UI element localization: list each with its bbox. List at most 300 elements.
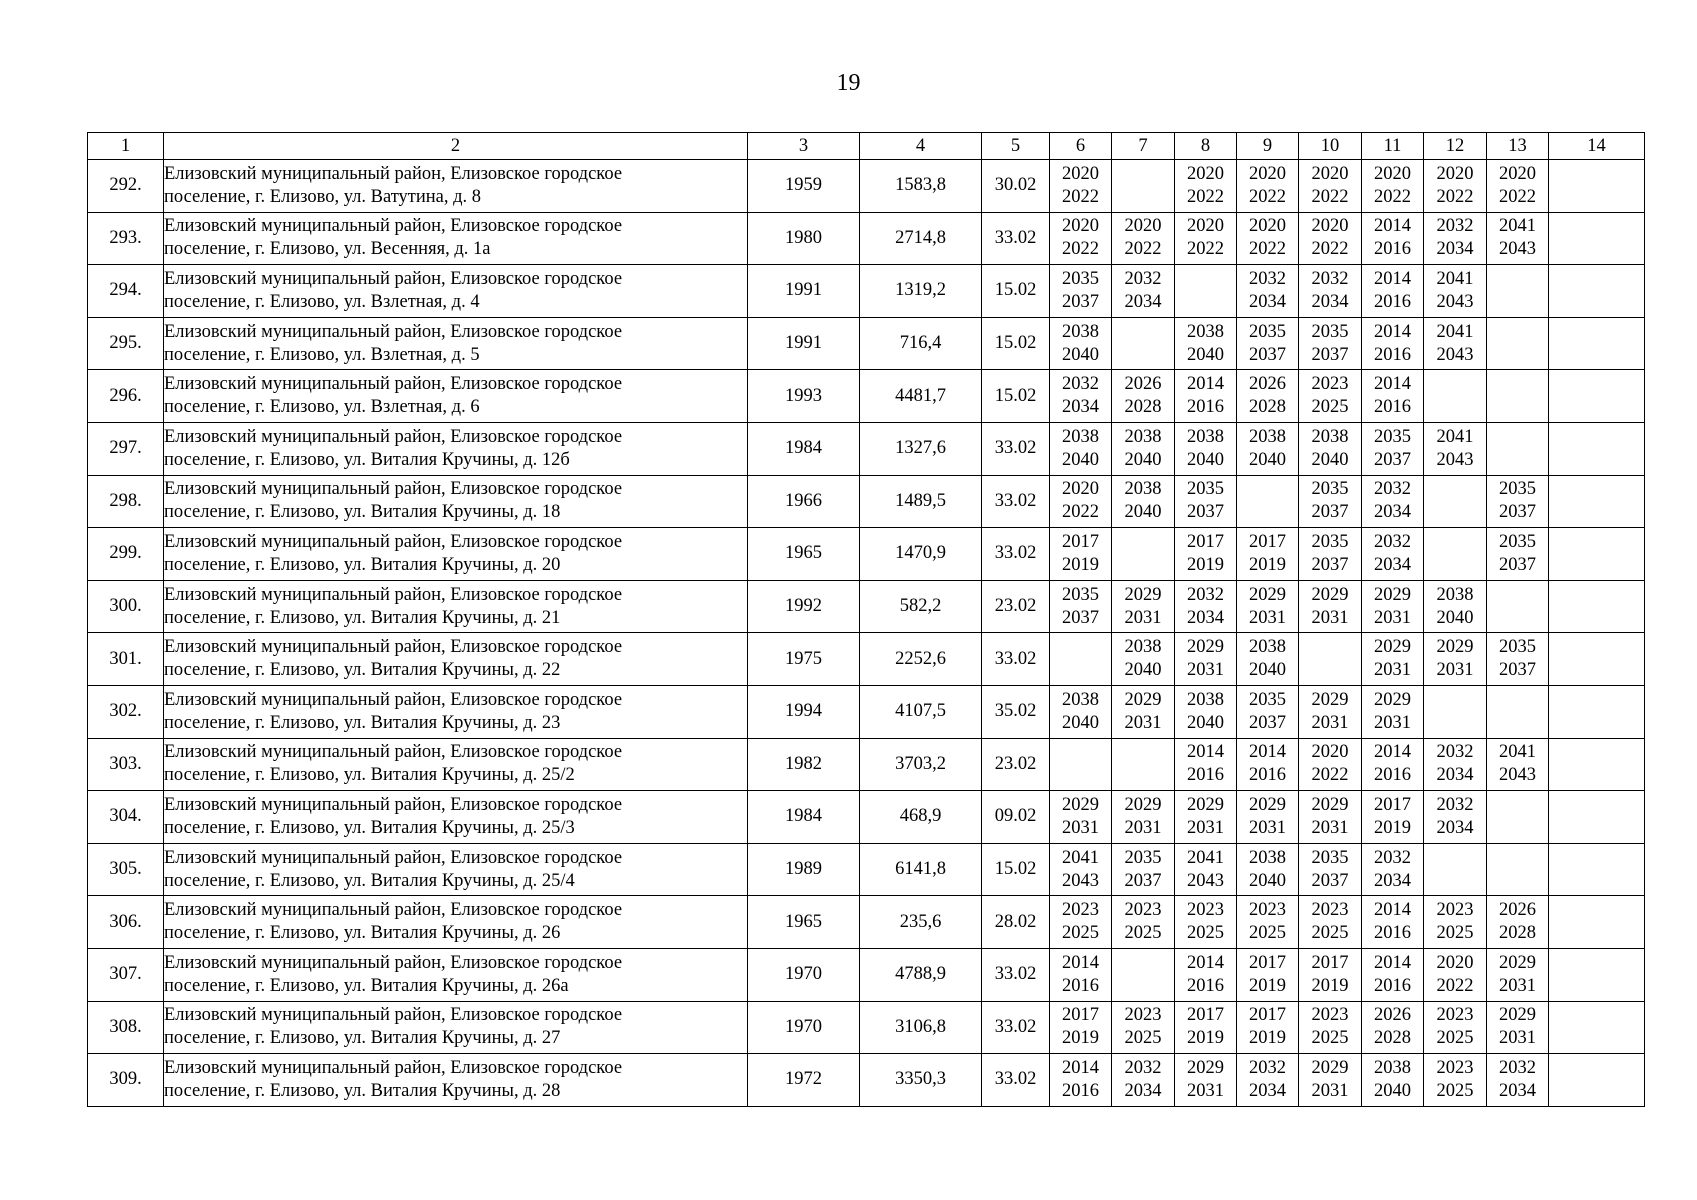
address-line-1: Елизовский муниципальный район, Елизовское городское <box>164 531 623 552</box>
period-cell-col-13 <box>1487 1001 1549 1054</box>
code-value: 15.02 <box>982 317 1050 370</box>
period-start: 2014 <box>1249 742 1286 763</box>
total-area: 4788,9 <box>860 948 982 1001</box>
period-cell-col-10 <box>1299 160 1362 213</box>
period-cell-col-8 <box>1175 948 1237 1001</box>
address-cell <box>164 1054 748 1107</box>
period-end: 2040 <box>1187 449 1224 470</box>
address-line-1: Елизовский муниципальный район, Елизовское городское <box>164 952 623 973</box>
period-start: 2029 <box>1436 637 1474 658</box>
period-end: 2037 <box>1249 712 1286 733</box>
column-14-cell <box>1549 160 1645 213</box>
period-cell-col-8 <box>1175 580 1237 633</box>
table-row <box>88 896 1645 949</box>
period-cell-col-9 <box>1237 370 1299 423</box>
table-row <box>88 791 1645 844</box>
column-header-12: 12 <box>1424 133 1487 160</box>
header-row <box>88 133 1645 160</box>
period-start: 2014 <box>1187 374 1224 395</box>
total-area: 468,9 <box>860 791 982 844</box>
address-line-1: Елизовский муниципальный район, Елизовское городское <box>164 216 623 237</box>
period-end: 2022 <box>1187 239 1224 260</box>
period-start: 2041 <box>1436 268 1474 289</box>
period-end: 2016 <box>1374 291 1411 312</box>
code-value: 28.02 <box>982 896 1050 949</box>
period-cell-col-12 <box>1424 791 1487 844</box>
period-start: 2020 <box>1249 216 1286 237</box>
period-start: 2041 <box>1062 847 1099 868</box>
period-end: 2028 <box>1499 923 1536 944</box>
period-end: 2037 <box>1499 502 1536 523</box>
period-end: 2025 <box>1311 397 1349 418</box>
period-start: 2020 <box>1374 163 1411 184</box>
period-end: 2025 <box>1311 1028 1349 1049</box>
address-cell <box>164 738 748 791</box>
period-start: 2023 <box>1062 900 1099 921</box>
period-start: 2017 <box>1249 1005 1286 1026</box>
column-14-cell <box>1549 633 1645 686</box>
code-value: 33.02 <box>982 1054 1050 1107</box>
total-area: 1489,5 <box>860 475 982 528</box>
period-end: 2040 <box>1249 449 1286 470</box>
period-start: 2020 <box>1062 216 1099 237</box>
period-end: 2016 <box>1374 765 1411 786</box>
period-start: 2038 <box>1249 426 1286 447</box>
period-start: 2041 <box>1436 426 1474 447</box>
period-cell-col-12 <box>1424 475 1487 528</box>
period-end: 2022 <box>1436 186 1474 207</box>
period-cell-col-8 <box>1175 422 1237 475</box>
address-line-2: поселение, г. Елизово, ул. Взлетная, д. 5 <box>164 344 480 365</box>
period-start: 2032 <box>1249 1057 1286 1078</box>
period-start: 2017 <box>1311 952 1349 973</box>
table-row <box>88 843 1645 896</box>
period-end: 2016 <box>1187 765 1224 786</box>
period-start: 2020 <box>1311 216 1349 237</box>
period-cell-col-13 <box>1487 528 1549 581</box>
row-number: 303. <box>88 738 164 791</box>
period-cell-col-10 <box>1299 738 1362 791</box>
row-number: 302. <box>88 685 164 738</box>
period-end: 2022 <box>1499 186 1536 207</box>
period-cell-col-8 <box>1175 160 1237 213</box>
period-end: 2043 <box>1062 870 1099 891</box>
address-cell <box>164 212 748 265</box>
period-start: 2023 <box>1311 1005 1349 1026</box>
period-end: 2037 <box>1124 870 1162 891</box>
address-line-1: Елизовский муниципальный район, Елизовское городское <box>164 900 623 921</box>
period-cell-col-11 <box>1362 212 1424 265</box>
code-value: 33.02 <box>982 633 1050 686</box>
address-line-1: Елизовский муниципальный район, Елизовское городское <box>164 426 623 447</box>
address-line-2: поселение, г. Елизово, ул. Виталия Кручины, д. 12б <box>164 449 570 470</box>
period-start: 2020 <box>1436 952 1474 973</box>
address-line-1: Елизовский муниципальный район, Елизовское городское <box>164 847 623 868</box>
period-end: 2025 <box>1249 923 1286 944</box>
period-start: 2017 <box>1062 531 1099 552</box>
address-cell <box>164 317 748 370</box>
table-row <box>88 1001 1645 1054</box>
period-end: 2031 <box>1311 817 1349 838</box>
period-start: 2017 <box>1374 794 1411 815</box>
column-header-6: 6 <box>1050 133 1112 160</box>
period-cell-col-8 <box>1175 896 1237 949</box>
address-line-2: поселение, г. Елизово, ул. Виталия Кручины, д. 20 <box>164 554 561 575</box>
period-start: 2023 <box>1436 1005 1474 1026</box>
period-start: 2035 <box>1062 268 1099 289</box>
period-start: 2029 <box>1499 952 1536 973</box>
construction-year: 1991 <box>748 265 860 318</box>
period-cell-col-9 <box>1237 475 1299 528</box>
period-start: 2038 <box>1124 637 1162 658</box>
period-end: 2031 <box>1436 660 1474 681</box>
period-end: 2022 <box>1436 975 1474 996</box>
period-end: 2031 <box>1187 660 1224 681</box>
period-cell-col-10 <box>1299 475 1362 528</box>
period-end: 2031 <box>1249 817 1286 838</box>
total-area: 1319,2 <box>860 265 982 318</box>
period-end: 2043 <box>1436 291 1474 312</box>
period-start: 2032 <box>1499 1057 1536 1078</box>
period-cell-col-8 <box>1175 317 1237 370</box>
period-end: 2022 <box>1374 186 1411 207</box>
period-start: 2026 <box>1374 1005 1411 1026</box>
address-line-2: поселение, г. Елизово, ул. Взлетная, д. 6 <box>164 397 480 418</box>
column-header-3: 3 <box>748 133 860 160</box>
period-end: 2040 <box>1374 1080 1411 1101</box>
period-start: 2014 <box>1062 952 1099 973</box>
table-row <box>88 948 1645 1001</box>
period-end: 2016 <box>1374 397 1411 418</box>
period-end: 2022 <box>1062 502 1099 523</box>
period-cell-col-7 <box>1112 212 1175 265</box>
period-cell-col-13 <box>1487 370 1549 423</box>
period-cell-col-6 <box>1050 370 1112 423</box>
period-start: 2035 <box>1499 637 1536 658</box>
total-area: 3106,8 <box>860 1001 982 1054</box>
period-cell-col-10 <box>1299 843 1362 896</box>
period-end: 2037 <box>1062 291 1099 312</box>
address-line-2: поселение, г. Елизово, ул. Виталия Кручины, д. 26 <box>164 923 561 944</box>
period-cell-col-12 <box>1424 1001 1487 1054</box>
period-end: 2022 <box>1249 186 1286 207</box>
address-line-1: Елизовский муниципальный район, Елизовское городское <box>164 1005 623 1026</box>
period-start: 2032 <box>1436 216 1474 237</box>
period-start: 2041 <box>1187 847 1224 868</box>
column-14-cell <box>1549 843 1645 896</box>
period-end: 2019 <box>1187 554 1224 575</box>
period-cell-col-11 <box>1362 896 1424 949</box>
address-cell <box>164 370 748 423</box>
code-value: 09.02 <box>982 791 1050 844</box>
period-cell-col-9 <box>1237 580 1299 633</box>
period-cell-col-12 <box>1424 685 1487 738</box>
period-end: 2034 <box>1374 870 1411 891</box>
period-cell-col-9 <box>1237 265 1299 318</box>
period-cell-col-11 <box>1362 422 1424 475</box>
period-cell-col-8 <box>1175 212 1237 265</box>
period-cell-col-7 <box>1112 791 1175 844</box>
period-start: 2014 <box>1187 742 1224 763</box>
period-cell-col-10 <box>1299 422 1362 475</box>
column-14-cell <box>1549 528 1645 581</box>
column-14-cell <box>1549 475 1645 528</box>
period-end: 2034 <box>1124 291 1162 312</box>
row-number: 297. <box>88 422 164 475</box>
period-end: 2016 <box>1187 397 1224 418</box>
address-line-1: Елизовский муниципальный район, Елизовское городское <box>164 584 623 605</box>
period-end: 2031 <box>1187 817 1224 838</box>
period-cell-col-7 <box>1112 370 1175 423</box>
column-14-cell <box>1549 896 1645 949</box>
period-end: 2019 <box>1374 817 1411 838</box>
column-14-cell <box>1549 1001 1645 1054</box>
period-end: 2034 <box>1187 607 1224 628</box>
period-cell-col-7 <box>1112 475 1175 528</box>
period-cell-col-8 <box>1175 738 1237 791</box>
row-number: 307. <box>88 948 164 1001</box>
row-number: 300. <box>88 580 164 633</box>
period-start: 2035 <box>1499 531 1536 552</box>
construction-year: 1982 <box>748 738 860 791</box>
period-start: 2035 <box>1187 479 1224 500</box>
construction-year: 1970 <box>748 1001 860 1054</box>
period-start: 2020 <box>1436 163 1474 184</box>
period-start: 2038 <box>1374 1057 1411 1078</box>
address-line-1: Елизовский муниципальный район, Елизовское городское <box>164 742 623 763</box>
period-end: 2040 <box>1436 607 1474 628</box>
address-cell <box>164 685 748 738</box>
period-cell-col-11 <box>1362 633 1424 686</box>
period-end: 2040 <box>1124 660 1162 681</box>
period-start: 2029 <box>1187 1057 1224 1078</box>
period-cell-col-8 <box>1175 1054 1237 1107</box>
period-cell-col-8 <box>1175 370 1237 423</box>
table-row <box>88 212 1645 265</box>
period-start: 2032 <box>1374 847 1411 868</box>
period-end: 2016 <box>1062 1080 1099 1101</box>
total-area: 3703,2 <box>860 738 982 791</box>
column-14-cell <box>1549 422 1645 475</box>
period-end: 2025 <box>1124 923 1162 944</box>
period-cell-col-7 <box>1112 422 1175 475</box>
period-start: 2023 <box>1187 900 1224 921</box>
row-number: 295. <box>88 317 164 370</box>
construction-year: 1984 <box>748 422 860 475</box>
construction-year: 1959 <box>748 160 860 213</box>
period-end: 2016 <box>1249 765 1286 786</box>
construction-year: 1966 <box>748 475 860 528</box>
row-number: 294. <box>88 265 164 318</box>
period-end: 2037 <box>1311 554 1349 575</box>
period-start: 2020 <box>1499 163 1536 184</box>
address-cell <box>164 896 748 949</box>
period-cell-col-12 <box>1424 317 1487 370</box>
construction-year: 1975 <box>748 633 860 686</box>
period-end: 2040 <box>1187 712 1224 733</box>
period-cell-col-12 <box>1424 843 1487 896</box>
period-cell-col-10 <box>1299 212 1362 265</box>
period-end: 2025 <box>1436 1028 1474 1049</box>
period-cell-col-7 <box>1112 580 1175 633</box>
period-end: 2031 <box>1187 1080 1224 1101</box>
code-value: 15.02 <box>982 843 1050 896</box>
period-end: 2025 <box>1436 923 1474 944</box>
period-start: 2017 <box>1187 531 1224 552</box>
column-header-1: 1 <box>88 133 164 160</box>
period-end: 2034 <box>1062 397 1099 418</box>
period-start: 2032 <box>1124 268 1162 289</box>
period-start: 2035 <box>1311 321 1349 342</box>
address-cell <box>164 422 748 475</box>
period-end: 2040 <box>1249 870 1286 891</box>
row-number: 304. <box>88 791 164 844</box>
period-start: 2029 <box>1124 689 1162 710</box>
address-line-2: поселение, г. Елизово, ул. Виталия Кручины, д. 22 <box>164 660 561 681</box>
period-cell-col-12 <box>1424 1054 1487 1107</box>
period-end: 2022 <box>1311 765 1349 786</box>
period-cell-col-12 <box>1424 633 1487 686</box>
column-header-7: 7 <box>1112 133 1175 160</box>
period-start: 2029 <box>1124 794 1162 815</box>
period-start: 2029 <box>1124 584 1162 605</box>
period-cell-col-7 <box>1112 528 1175 581</box>
address-cell <box>164 528 748 581</box>
period-cell-col-9 <box>1237 160 1299 213</box>
period-end: 2034 <box>1249 291 1286 312</box>
period-cell-col-11 <box>1362 160 1424 213</box>
column-header-4: 4 <box>860 133 982 160</box>
period-end: 2031 <box>1311 607 1349 628</box>
period-cell-col-10 <box>1299 265 1362 318</box>
construction-year: 1970 <box>748 948 860 1001</box>
period-cell-col-6 <box>1050 896 1112 949</box>
address-line-2: поселение, г. Елизово, ул. Виталия Кручины, д. 26а <box>164 975 569 996</box>
period-cell-col-12 <box>1424 160 1487 213</box>
period-end: 2031 <box>1124 817 1162 838</box>
period-end: 2016 <box>1062 975 1099 996</box>
period-cell-col-11 <box>1362 317 1424 370</box>
period-end: 2031 <box>1124 712 1162 733</box>
column-14-cell <box>1549 1054 1645 1107</box>
period-end: 2031 <box>1374 712 1411 733</box>
period-cell-col-6 <box>1050 633 1112 686</box>
address-line-2: поселение, г. Елизово, ул. Виталия Кручины, д. 18 <box>164 502 561 523</box>
column-14-cell <box>1549 265 1645 318</box>
table-row <box>88 160 1645 213</box>
period-cell-col-10 <box>1299 685 1362 738</box>
code-value: 33.02 <box>982 475 1050 528</box>
period-end: 2031 <box>1499 1028 1536 1049</box>
period-end: 2043 <box>1436 344 1474 365</box>
period-start: 2029 <box>1311 584 1349 605</box>
period-start: 2038 <box>1436 584 1474 605</box>
construction-year: 1993 <box>748 370 860 423</box>
period-cell-col-8 <box>1175 843 1237 896</box>
address-line-1: Елизовский муниципальный район, Елизовское городское <box>164 374 623 395</box>
period-start: 2023 <box>1311 374 1349 395</box>
period-cell-col-7 <box>1112 1001 1175 1054</box>
period-end: 2016 <box>1374 923 1411 944</box>
period-start: 2041 <box>1436 321 1474 342</box>
period-end: 2040 <box>1062 712 1099 733</box>
period-cell-col-7 <box>1112 265 1175 318</box>
period-start: 2032 <box>1187 584 1224 605</box>
period-end: 2019 <box>1249 1028 1286 1049</box>
period-cell-col-8 <box>1175 685 1237 738</box>
code-value: 33.02 <box>982 528 1050 581</box>
period-cell-col-12 <box>1424 265 1487 318</box>
period-cell-col-9 <box>1237 212 1299 265</box>
address-line-2: поселение, г. Елизово, ул. Ватутина, д. 8 <box>164 186 482 207</box>
column-header-9: 9 <box>1237 133 1299 160</box>
address-cell <box>164 948 748 1001</box>
period-end: 2025 <box>1062 923 1099 944</box>
period-start: 2026 <box>1499 900 1536 921</box>
period-cell-col-6 <box>1050 738 1112 791</box>
period-cell-col-13 <box>1487 633 1549 686</box>
period-cell-col-12 <box>1424 948 1487 1001</box>
period-cell-col-13 <box>1487 843 1549 896</box>
period-cell-col-9 <box>1237 1054 1299 1107</box>
period-cell-col-11 <box>1362 843 1424 896</box>
period-cell-col-11 <box>1362 791 1424 844</box>
period-start: 2038 <box>1249 847 1286 868</box>
period-start: 2020 <box>1187 163 1224 184</box>
period-end: 2040 <box>1062 449 1099 470</box>
period-end: 2022 <box>1124 239 1162 260</box>
period-cell-col-11 <box>1362 475 1424 528</box>
period-start: 2020 <box>1311 742 1349 763</box>
total-area: 1470,9 <box>860 528 982 581</box>
period-cell-col-12 <box>1424 580 1487 633</box>
period-cell-col-13 <box>1487 317 1549 370</box>
row-number: 296. <box>88 370 164 423</box>
period-end: 2034 <box>1311 291 1349 312</box>
column-14-cell <box>1549 948 1645 1001</box>
period-start: 2020 <box>1311 163 1349 184</box>
period-end: 2031 <box>1374 607 1411 628</box>
total-area: 2252,6 <box>860 633 982 686</box>
period-cell-col-6 <box>1050 475 1112 528</box>
construction-year: 1965 <box>748 528 860 581</box>
period-end: 2019 <box>1249 975 1286 996</box>
period-cell-col-7 <box>1112 1054 1175 1107</box>
period-end: 2037 <box>1311 502 1349 523</box>
table-row <box>88 475 1645 528</box>
period-cell-col-12 <box>1424 896 1487 949</box>
period-end: 2022 <box>1187 186 1224 207</box>
period-cell-col-6 <box>1050 528 1112 581</box>
period-start: 2035 <box>1311 479 1349 500</box>
address-cell <box>164 580 748 633</box>
period-start: 2038 <box>1311 426 1349 447</box>
period-end: 2037 <box>1311 870 1349 891</box>
period-start: 2014 <box>1374 952 1411 973</box>
period-start: 2038 <box>1062 321 1099 342</box>
table-row <box>88 580 1645 633</box>
period-cell-col-9 <box>1237 317 1299 370</box>
table-body <box>88 160 1645 1107</box>
period-start: 2032 <box>1436 794 1474 815</box>
construction-year: 1994 <box>748 685 860 738</box>
period-cell-col-11 <box>1362 1054 1424 1107</box>
period-start: 2038 <box>1187 689 1224 710</box>
period-end: 2037 <box>1374 449 1411 470</box>
period-end: 2019 <box>1062 1028 1099 1049</box>
address-line-2: поселение, г. Елизово, ул. Виталия Кручины, д. 25/3 <box>164 817 575 838</box>
period-start: 2032 <box>1249 268 1286 289</box>
